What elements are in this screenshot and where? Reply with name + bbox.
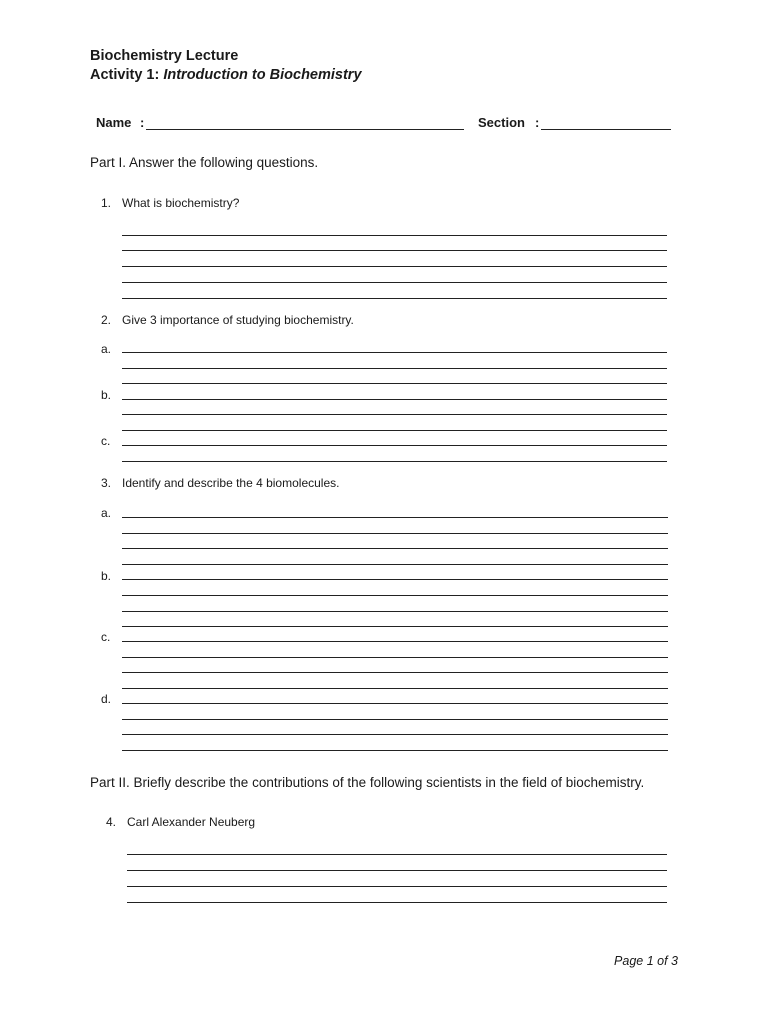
answer-line[interactable] xyxy=(122,626,668,627)
activity-name: Introduction to Biochemistry xyxy=(163,67,362,83)
item-letter-d: d. xyxy=(101,692,112,706)
section-colon: : xyxy=(535,115,540,130)
answer-line[interactable] xyxy=(122,703,668,704)
answer-line[interactable] xyxy=(122,282,667,283)
answer-line[interactable] xyxy=(127,886,667,887)
answer-line[interactable] xyxy=(122,414,667,415)
answer-line[interactable] xyxy=(122,641,668,642)
answer-line[interactable] xyxy=(122,533,668,534)
answer-line[interactable] xyxy=(122,734,668,735)
answer-line[interactable] xyxy=(122,298,667,299)
question-text: Carl Alexander Neuberg xyxy=(127,815,256,829)
answer-line[interactable] xyxy=(122,672,668,673)
answer-line[interactable] xyxy=(122,719,668,720)
item-letter-c: c. xyxy=(101,630,111,644)
question-number: 2. xyxy=(101,313,112,327)
section-label: Section xyxy=(478,115,525,130)
answer-line[interactable] xyxy=(122,352,667,353)
answer-line[interactable] xyxy=(122,579,668,580)
answer-line[interactable] xyxy=(122,399,667,400)
answer-line[interactable] xyxy=(122,517,668,518)
answer-line[interactable] xyxy=(122,611,668,612)
question-text: Give 3 importance of studying biochemistry. xyxy=(122,313,354,327)
name-field[interactable] xyxy=(146,129,464,130)
part2-heading: Part II. Briefly describe the contributions of the following scientists in the field of biochemistry. xyxy=(90,775,645,790)
item-letter-a: a. xyxy=(101,506,112,520)
item-letter-b: b. xyxy=(101,569,112,583)
answer-line[interactable] xyxy=(127,902,667,903)
question-number: 4. xyxy=(106,815,117,829)
activity-title xyxy=(90,67,362,83)
answer-line[interactable] xyxy=(122,368,667,369)
answer-line[interactable] xyxy=(122,235,667,236)
answer-line[interactable] xyxy=(127,854,667,855)
answer-line[interactable] xyxy=(122,461,667,462)
answer-line[interactable] xyxy=(122,430,667,431)
question-number: 1. xyxy=(101,196,112,210)
page-number: Page 1 of 3 xyxy=(614,954,678,968)
part1-heading: Part I. Answer the following questions. xyxy=(90,155,319,170)
answer-line[interactable] xyxy=(122,250,667,251)
item-letter-a: a. xyxy=(101,342,112,356)
answer-line[interactable] xyxy=(122,657,668,658)
answer-line[interactable] xyxy=(122,564,668,565)
name-label: Name xyxy=(96,115,132,130)
item-letter-b: b. xyxy=(101,388,112,402)
question-text: Identify and describe the 4 biomolecules. xyxy=(122,476,340,490)
activity-prefix: Activity 1: xyxy=(90,67,160,83)
course-title: Biochemistry Lecture xyxy=(90,48,239,64)
answer-line[interactable] xyxy=(122,595,668,596)
answer-line[interactable] xyxy=(122,383,667,384)
item-letter-c: c. xyxy=(101,434,111,448)
name-colon: : xyxy=(140,115,145,130)
answer-line[interactable] xyxy=(122,548,668,549)
answer-line[interactable] xyxy=(127,870,667,871)
question-text: What is biochemistry? xyxy=(122,196,240,210)
answer-line[interactable] xyxy=(122,750,668,751)
question-number: 3. xyxy=(101,476,112,490)
section-field[interactable] xyxy=(541,129,671,130)
answer-line[interactable] xyxy=(122,445,667,446)
answer-line[interactable] xyxy=(122,688,668,689)
answer-line[interactable] xyxy=(122,266,667,267)
